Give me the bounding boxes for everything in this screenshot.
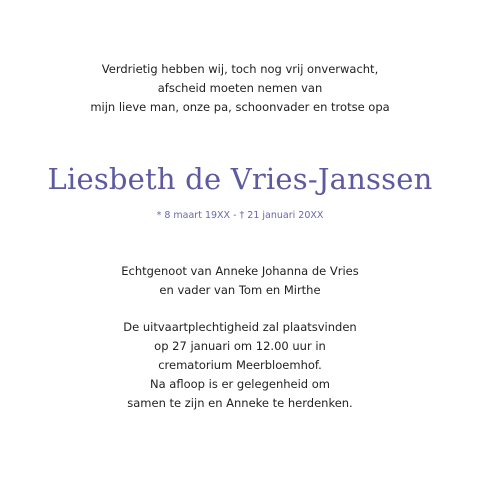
intro-text — [0, 60, 480, 117]
intro-line: Verdrietig hebben wij, toch nog vrij onverwacht, — [101, 62, 379, 76]
intro-line: afscheid moeten nemen van — [157, 81, 323, 95]
family-line: Echtgenoot van Anneke Johanna de Vries — [121, 264, 359, 278]
funeral-line: op 27 januari om 12.00 uur in — [154, 339, 326, 353]
funeral-line: crematorium Meerbloemhof. — [158, 358, 322, 372]
deceased-name: Liesbeth de Vries-Janssen — [47, 162, 433, 196]
life-dates: * 8 maart 19XX - † 21 januari 20XX — [156, 210, 324, 221]
funeral-line: Na afloop is er gelegenheid om — [150, 377, 330, 391]
family-text — [0, 262, 480, 300]
intro-line: mijn lieve man, onze pa, schoonvader en trotse opa — [90, 100, 390, 114]
family-line: en vader van Tom en Mirthe — [159, 283, 321, 297]
funeral-line: samen te zijn en Anneke te herdenken. — [127, 396, 353, 410]
funeral-line: De uitvaartplechtigheid zal plaatsvinden — [123, 320, 357, 334]
funeral-details — [0, 318, 480, 413]
